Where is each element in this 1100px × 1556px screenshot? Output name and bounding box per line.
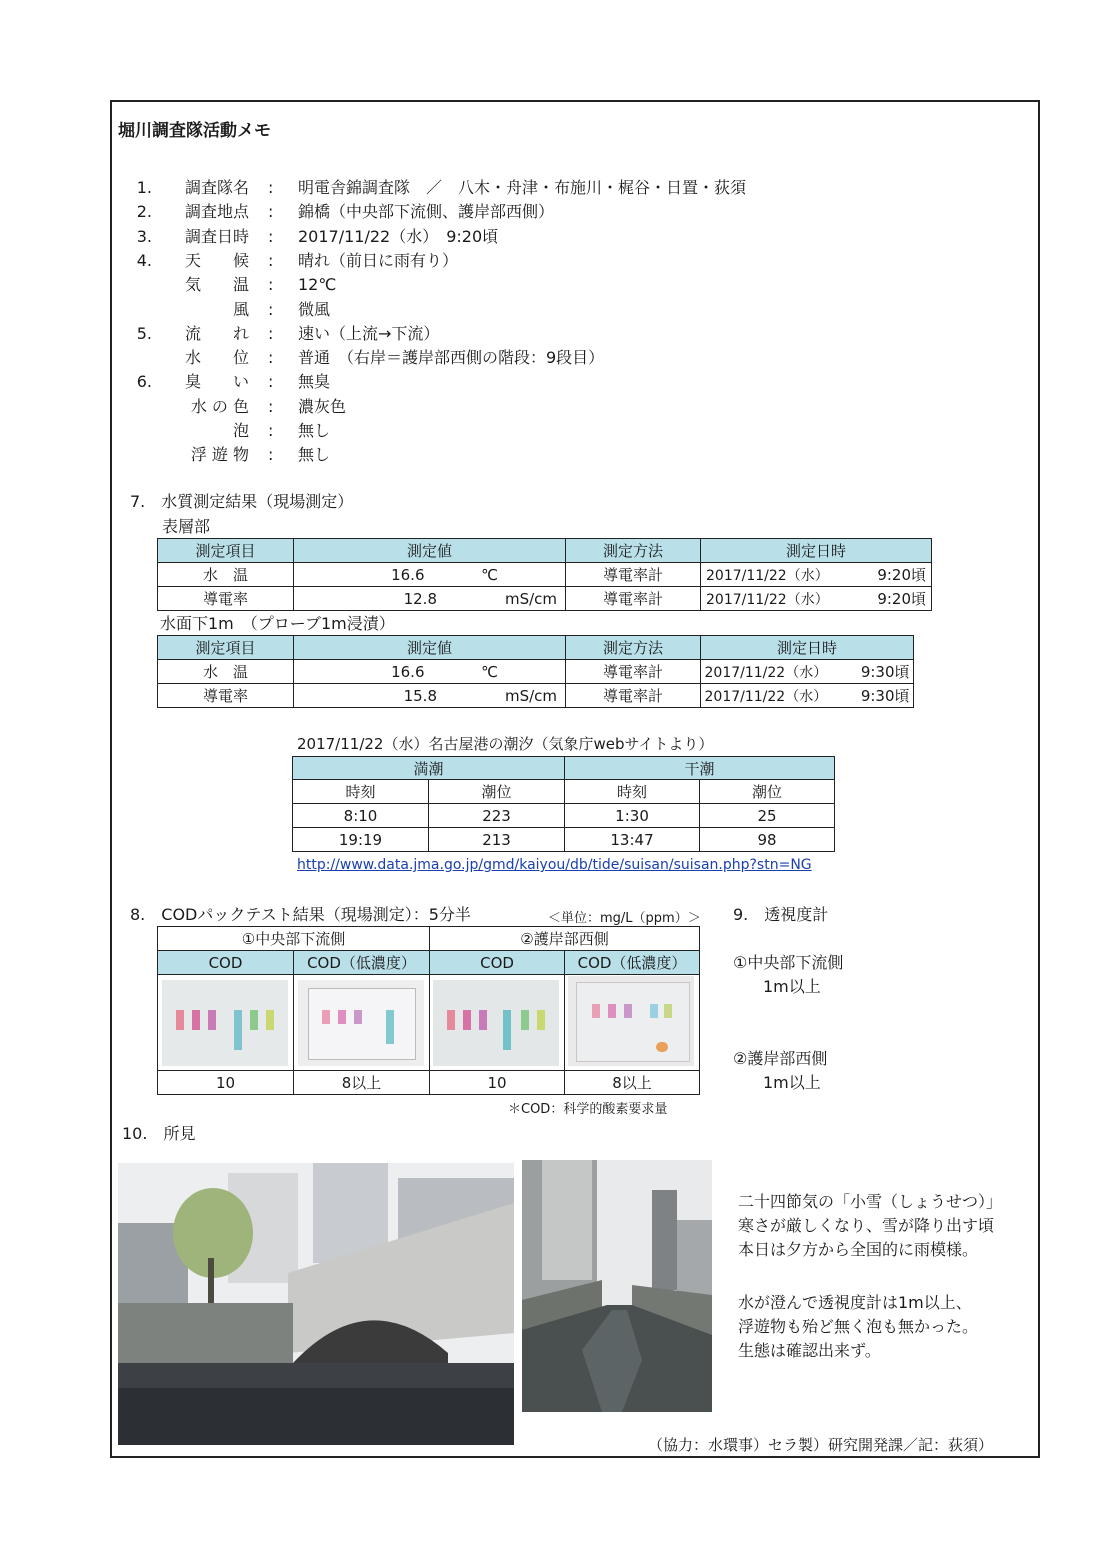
- item-number: 1.: [136, 178, 152, 197]
- tide-col-time: 時刻: [293, 780, 429, 804]
- table-row: 8:10 223 1:30 25: [293, 804, 835, 828]
- cell-value: 15.8 mS/cm: [294, 684, 566, 708]
- canal-photo: [522, 1160, 712, 1412]
- cell-value: 12.8 mS/cm: [294, 587, 566, 611]
- findings-paragraph1: 二十四節気の「小雪（しょうせつ）」 寒さが厳しくなり、雪が降り出す頃 本日は夕方から全国的に雨模様。: [738, 1192, 1003, 1259]
- item-value: 無し: [298, 421, 331, 440]
- tide-col-level: 潮位: [429, 780, 565, 804]
- header-item: 測定項目: [158, 636, 294, 660]
- item-value: 微風: [298, 299, 331, 319]
- cell-method: 導電率計: [566, 660, 701, 684]
- item-number: 5.: [136, 323, 152, 343]
- tide-caption: 2017/11/22（水）名古屋港の潮汐（気象庁webサイトより）: [297, 735, 714, 753]
- cod-site2-header: ②護岸部西側: [430, 927, 700, 951]
- item-value: 錦橋（中央部下流側、護岸部西側）: [298, 202, 555, 222]
- cell-value: 16.6 ℃: [294, 660, 566, 684]
- cod-result: 8以上: [565, 1071, 700, 1095]
- table-row: [158, 563, 932, 587]
- transparency-heading: 9. 透視度計: [733, 905, 829, 924]
- item-number: 2.: [136, 202, 152, 222]
- cell-datetime: 2017/11/22（水） 9:30頃: [701, 660, 914, 684]
- item-colon: :: [268, 275, 274, 295]
- item-colon: :: [268, 372, 274, 392]
- cod-footnote: ＊COD：科学的酸素要求量: [508, 1102, 668, 1117]
- depth-table: [157, 635, 914, 708]
- item-colon: :: [268, 421, 274, 440]
- cell-datetime: 2017/11/22（水） 9:30頃: [701, 684, 914, 708]
- transparency-site2: ②護岸部西側: [733, 1049, 828, 1068]
- tide-table: [292, 756, 835, 852]
- cod-low-col: COD（低濃度）: [565, 951, 700, 975]
- cod-heading: 8. CODパックテスト結果（現場測定）：5分半: [130, 905, 471, 924]
- cod-photo-4: [568, 976, 694, 1066]
- cod-unit-note: ＜単位：mg/L（ppm）＞: [548, 911, 701, 926]
- item-value: 12℃: [298, 275, 337, 295]
- item-number: 3.: [136, 226, 152, 246]
- item-colon: :: [268, 348, 274, 368]
- item-label: 浮 遊 物: [190, 445, 249, 465]
- cell-method: 導電率計: [566, 563, 701, 587]
- cod-result: 8以上: [294, 1071, 430, 1095]
- cod-col: COD: [158, 951, 294, 975]
- item-value: 濃灰色: [298, 396, 347, 416]
- item-label: 調査日時: [184, 226, 249, 246]
- item-label: 調査隊名: [184, 178, 249, 197]
- tide-col-time: 時刻: [565, 780, 700, 804]
- surface-table: [157, 538, 932, 611]
- cell-datetime: 2017/11/22（水） 9:20頃: [701, 587, 932, 611]
- cod-result: 10: [430, 1071, 565, 1095]
- header-datetime: 測定日時: [701, 539, 932, 563]
- transparency-value2: 1m以上: [763, 1073, 821, 1092]
- page-title: 堀川調査隊活動メモ: [118, 121, 271, 141]
- item-value: 2017/11/22（水） 9:20頃: [298, 226, 499, 246]
- jma-link[interactable]: http://www.data.jma.go.jp/gmd/kaiyou/db/tide/suisan/suisan.php?stn=NG: [297, 857, 812, 873]
- item-number: 6.: [136, 372, 152, 392]
- cell-item: 導電率: [158, 684, 294, 708]
- table-row: [158, 1071, 700, 1095]
- item-colon: :: [268, 396, 274, 416]
- bridge-photo: [118, 1163, 514, 1445]
- item-colon: :: [268, 226, 274, 246]
- item-label: 流 れ: [184, 323, 249, 343]
- item-label: 臭 い: [184, 372, 249, 392]
- cod-photo-1: [162, 980, 288, 1066]
- tide-high-header: 満潮: [293, 757, 565, 780]
- table-row: [158, 684, 914, 708]
- transparency-site1: ①中央部下流側: [733, 953, 844, 972]
- table-row: [158, 660, 914, 684]
- cell-item: 導電率: [158, 587, 294, 611]
- cod-photo-3: [433, 980, 559, 1066]
- item-label: 調査地点: [184, 202, 249, 222]
- item-label: 水 位: [184, 348, 249, 368]
- item-value: 晴れ（前日に雨有り）: [298, 250, 459, 270]
- cod-low-col: COD（低濃度）: [294, 951, 430, 975]
- item-value: 無臭: [298, 372, 331, 392]
- cod-result: 10: [158, 1071, 294, 1095]
- item-label: 気 温: [184, 275, 249, 295]
- tide-col-level: 潮位: [700, 780, 835, 804]
- cell-value: 16.6 ℃: [294, 563, 566, 587]
- item-colon: :: [268, 202, 274, 222]
- item-colon: :: [268, 323, 274, 343]
- transparency-value1: 1m以上: [763, 977, 821, 996]
- item-colon: :: [268, 299, 274, 319]
- findings-heading: 10. 所見: [122, 1124, 196, 1143]
- header-value: 測定値: [294, 636, 566, 660]
- item-label: 天 候: [184, 250, 249, 270]
- header-method: 測定方法: [566, 539, 701, 563]
- surface-label: 表層部: [162, 517, 211, 536]
- item-label: 風: [232, 299, 249, 319]
- tide-low-header: 干潮: [565, 757, 835, 780]
- item-label: 泡: [232, 421, 249, 440]
- item-label: 水 の 色: [190, 396, 249, 416]
- header-datetime: 測定日時: [701, 636, 914, 660]
- footer-credit: （協力：水環事）セラ製）研究開発課／記：荻須）: [648, 1436, 994, 1454]
- item-value: 普通 （右岸＝護岸部西側の階段：9段目）: [298, 348, 605, 368]
- cod-photo-2: [298, 980, 424, 1066]
- cell-method: 導電率計: [566, 587, 701, 611]
- table-row: 19:19 213 13:47 98: [293, 828, 835, 852]
- cod-col: COD: [430, 951, 565, 975]
- header-value: 測定値: [294, 539, 566, 563]
- cell-method: 導電率計: [566, 684, 701, 708]
- item-colon: :: [268, 250, 274, 270]
- table-row: [158, 587, 932, 611]
- item-value: 速い（上流→下流）: [298, 323, 440, 343]
- cell-item: 水 温: [158, 660, 294, 684]
- header-item: 測定項目: [158, 539, 294, 563]
- item-number: 4.: [136, 250, 152, 270]
- cell-item: 水 温: [158, 563, 294, 587]
- cell-datetime: 2017/11/22（水） 9:20頃: [701, 563, 932, 587]
- item-colon: :: [268, 178, 274, 197]
- header-method: 測定方法: [566, 636, 701, 660]
- item-value: 無し: [298, 445, 331, 465]
- wq-heading: 7. 水質測定結果（現場測定）: [130, 492, 354, 511]
- item-value: 明電舎錦調査隊 ／ 八木・舟津・布施川・梶谷・日置・荻須: [298, 178, 747, 197]
- item-colon: :: [268, 445, 274, 465]
- findings-paragraph2: 水が澄んで透視度計は1m以上、 浮遊物も殆ど無く泡も無かった。 生態は確認出来ず。: [738, 1293, 979, 1360]
- cod-site1-header: ①中央部下流側: [158, 927, 430, 951]
- depth-label: 水面下1m （プローブ1m浸漬）: [160, 614, 395, 633]
